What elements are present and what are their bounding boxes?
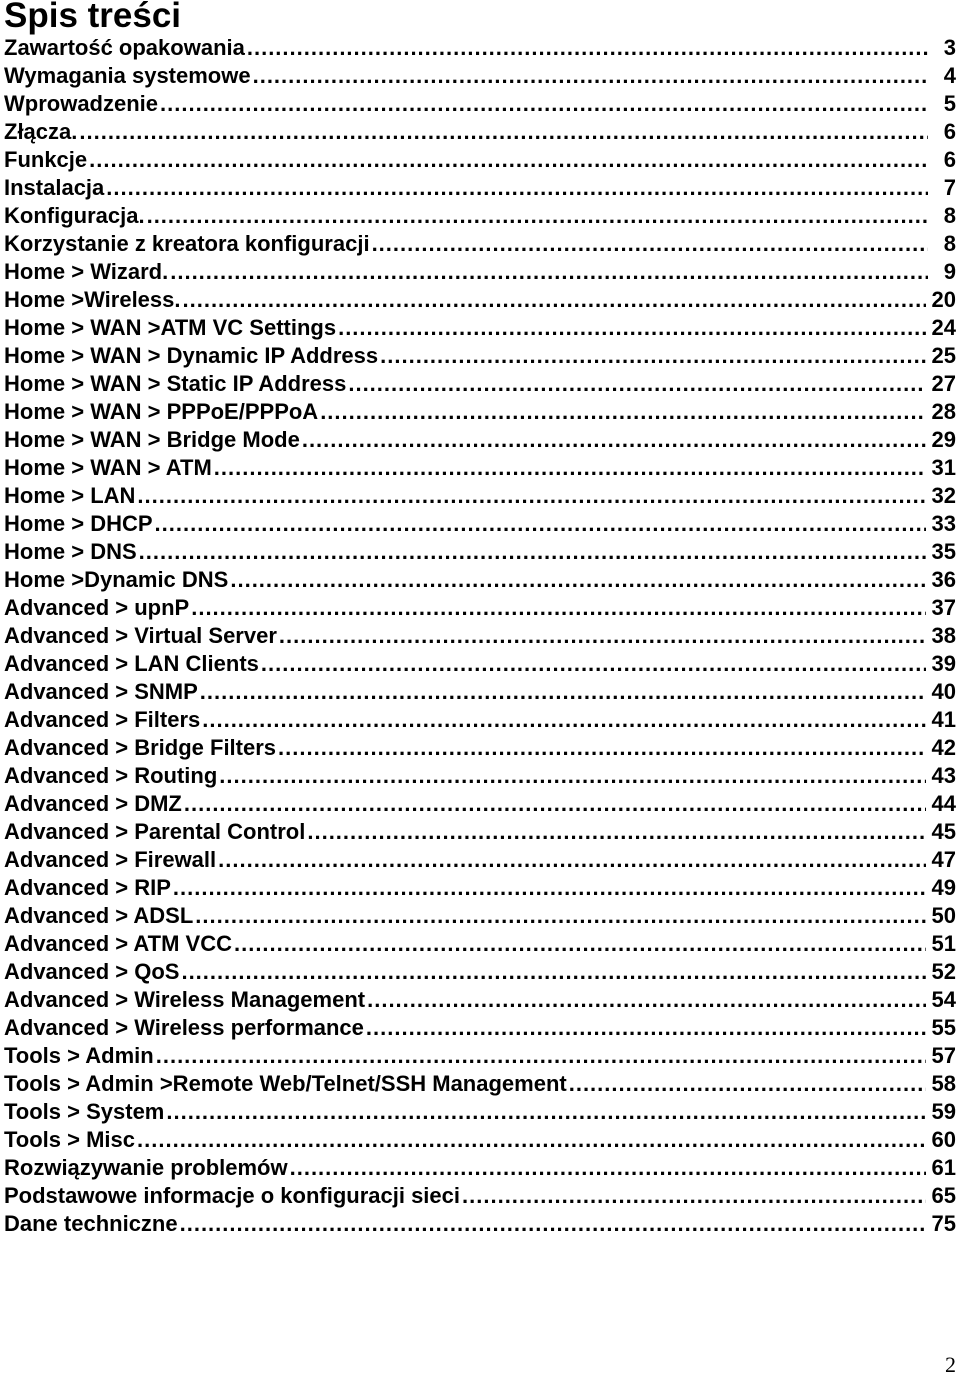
toc-entry-page: 27	[931, 371, 956, 396]
toc-entry-label: Korzystanie z kreatora konfiguracji	[4, 231, 370, 256]
toc-entry-label: Tools > Admin >Remote Web/Telnet/SSH Management	[4, 1071, 567, 1096]
toc-entry-label: Wymagania systemowe	[4, 63, 251, 88]
toc-dot-leader	[253, 62, 928, 90]
toc-entry-page: 31	[931, 455, 956, 480]
toc-entry-label: Advanced > QoS	[4, 959, 180, 984]
toc-entry[interactable]	[4, 902, 956, 930]
toc-dot-leader	[219, 762, 925, 790]
toc-entry-page: 39	[931, 651, 956, 676]
toc-dot-leader	[302, 426, 926, 454]
toc-entry-page: 20	[931, 287, 956, 312]
toc-dot-leader	[367, 986, 925, 1014]
toc-entry-page: 5	[943, 91, 956, 116]
toc-entry[interactable]	[4, 1210, 956, 1238]
toc-entry-label: Advanced > ADSL	[4, 903, 194, 928]
toc-entry[interactable]	[4, 146, 956, 174]
toc-dot-leader	[307, 818, 925, 846]
toc-entry-label: Home > DNS	[4, 539, 137, 564]
toc-dot-leader	[166, 1098, 925, 1126]
toc-entry[interactable]	[4, 426, 956, 454]
toc-entry[interactable]	[4, 342, 956, 370]
toc-entry[interactable]	[4, 118, 956, 146]
toc-list	[4, 34, 956, 1238]
toc-entry[interactable]	[4, 622, 956, 650]
toc-entry-label: Funkcje	[4, 147, 88, 172]
toc-entry-label: Zawartość opakowania	[4, 35, 245, 60]
toc-entry[interactable]	[4, 1014, 956, 1042]
toc-entry[interactable]	[4, 34, 956, 62]
toc-entry[interactable]	[4, 874, 956, 902]
toc-dot-leader	[366, 1014, 926, 1042]
toc-dot-leader	[278, 734, 925, 762]
toc-dot-leader	[147, 202, 928, 230]
toc-dot-leader	[290, 1154, 926, 1182]
toc-entry-page: 3	[943, 35, 956, 60]
toc-entry[interactable]	[4, 1182, 956, 1210]
toc-entry-label: Wprowadzenie	[4, 91, 159, 116]
toc-entry-label: Home > Wizard.	[4, 259, 169, 284]
toc-dot-leader	[137, 482, 925, 510]
toc-dot-leader	[200, 678, 926, 706]
toc-entry-page: 51	[931, 931, 956, 956]
toc-entry-label: Advanced > RIP	[4, 875, 171, 900]
toc-dot-leader	[183, 286, 926, 314]
toc-entry-label: Tools > System	[4, 1099, 165, 1124]
toc-dot-leader	[156, 1042, 926, 1070]
toc-entry-label: Advanced > ATM VCC	[4, 931, 232, 956]
toc-entry[interactable]	[4, 818, 956, 846]
toc-entry-label: Tools > Misc	[4, 1127, 136, 1152]
toc-entry[interactable]	[4, 538, 956, 566]
toc-entry-page: 54	[931, 987, 956, 1012]
toc-entry-page: 45	[931, 819, 956, 844]
toc-entry[interactable]	[4, 790, 956, 818]
toc-dot-leader	[79, 118, 928, 146]
toc-dot-leader	[348, 370, 925, 398]
toc-entry[interactable]	[4, 958, 956, 986]
toc-entry[interactable]	[4, 370, 956, 398]
toc-dot-leader	[137, 1126, 926, 1154]
toc-entry-page: 35	[931, 539, 956, 564]
toc-entry[interactable]	[4, 678, 956, 706]
toc-entry[interactable]	[4, 174, 956, 202]
toc-entry[interactable]	[4, 230, 956, 258]
toc-dot-leader	[173, 874, 926, 902]
toc-entry[interactable]	[4, 986, 956, 1014]
toc-entry-page: 28	[931, 399, 956, 424]
toc-entry[interactable]	[4, 594, 956, 622]
toc-entry-label: Advanced > LAN Clients	[4, 651, 259, 676]
toc-entry-page: 8	[943, 203, 956, 228]
toc-entry-label: Advanced > Routing	[4, 763, 218, 788]
toc-entry-page: 33	[931, 511, 956, 536]
toc-entry-label: Złącza.	[4, 119, 78, 144]
toc-entry-label: Home > WAN > ATM	[4, 455, 212, 480]
page-number: 2	[945, 1352, 956, 1377]
toc-entry-page: 52	[931, 959, 956, 984]
toc-entry[interactable]	[4, 286, 956, 314]
toc-dot-leader	[155, 510, 926, 538]
toc-dot-leader	[279, 622, 926, 650]
toc-dot-leader	[214, 454, 926, 482]
toc-entry[interactable]	[4, 930, 956, 958]
toc-entry-label: Advanced > upnP	[4, 595, 190, 620]
toc-entry-page: 4	[943, 63, 956, 88]
toc-entry-label: Home > WAN > PPPoE/PPPoA	[4, 399, 319, 424]
toc-entry-label: Advanced > Wireless performance	[4, 1015, 364, 1040]
toc-entry-label: Tools > Admin	[4, 1043, 154, 1068]
toc-entry-label: Home > WAN >ATM VC Settings	[4, 315, 337, 340]
toc-dot-leader	[218, 846, 925, 874]
toc-entry-label: Instalacja	[4, 175, 105, 200]
toc-entry[interactable]	[4, 1042, 956, 1070]
toc-entry-page: 49	[931, 875, 956, 900]
toc-dot-leader	[106, 174, 928, 202]
toc-entry-page: 36	[931, 567, 956, 592]
toc-entry[interactable]	[4, 650, 956, 678]
toc-entry-label: Advanced > Wireless Management	[4, 987, 366, 1012]
toc-entry-label: Advanced > Firewall	[4, 847, 217, 872]
toc-dot-leader	[338, 314, 925, 342]
toc-dot-leader	[184, 790, 926, 818]
toc-entry-page: 42	[931, 735, 956, 760]
toc-dot-leader	[89, 146, 928, 174]
toc-entry-page: 7	[943, 175, 956, 200]
toc-dot-leader	[191, 594, 925, 622]
toc-entry[interactable]	[4, 1154, 956, 1182]
toc-entry-page: 61	[931, 1155, 956, 1180]
toc-entry-page: 29	[931, 427, 956, 452]
toc-dot-leader	[170, 258, 928, 286]
toc-entry[interactable]	[4, 846, 956, 874]
toc-entry-label: Advanced > Parental Control	[4, 819, 306, 844]
toc-entry-page: 55	[931, 1015, 956, 1040]
toc-entry-label: Advanced > DMZ	[4, 791, 182, 816]
toc-entry-page: 8	[943, 231, 956, 256]
toc-entry-label: Rozwiązywanie problemów	[4, 1155, 288, 1180]
toc-dot-leader	[462, 1182, 926, 1210]
toc-entry-label: Home > WAN > Static IP Address	[4, 371, 347, 396]
toc-entry-page: 65	[931, 1183, 956, 1208]
toc-entry-page: 24	[931, 315, 956, 340]
toc-entry-label: Konfiguracja.	[4, 203, 145, 228]
toc-entry[interactable]	[4, 398, 956, 426]
toc-entry-page: 58	[931, 1071, 956, 1096]
toc-entry-page: 32	[931, 483, 956, 508]
toc-dot-leader	[180, 1210, 926, 1238]
toc-dot-leader	[195, 902, 925, 930]
toc-entry-page: 60	[931, 1127, 956, 1152]
toc-entry-label: Home >Wireless.	[4, 287, 181, 312]
toc-entry-page: 25	[931, 343, 956, 368]
toc-entry[interactable]	[4, 314, 956, 342]
toc-entry[interactable]	[4, 734, 956, 762]
toc-entry[interactable]	[4, 202, 956, 230]
toc-entry-page: 43	[931, 763, 956, 788]
toc-entry-page: 57	[931, 1043, 956, 1068]
toc-entry-label: Advanced > Filters	[4, 707, 201, 732]
toc-dot-leader	[139, 538, 926, 566]
toc-entry-page: 41	[931, 707, 956, 732]
toc-dot-leader	[160, 90, 928, 118]
toc-entry-page: 6	[943, 119, 956, 144]
toc-entry-label: Dane techniczne	[4, 1211, 178, 1236]
toc-entry[interactable]	[4, 1126, 956, 1154]
toc-entry-label: Home >Dynamic DNS	[4, 567, 229, 592]
toc-dot-leader	[569, 1070, 926, 1098]
toc-entry-page: 38	[931, 623, 956, 648]
toc-dot-leader	[230, 566, 925, 594]
toc-entry-label: Home > LAN	[4, 483, 136, 508]
toc-entry-page: 37	[931, 595, 956, 620]
toc-entry-page: 44	[931, 791, 956, 816]
toc-dot-leader	[202, 706, 925, 734]
toc-entry[interactable]	[4, 90, 956, 118]
toc-entry[interactable]	[4, 566, 956, 594]
toc-entry-page: 59	[931, 1099, 956, 1124]
toc-title: Spis treści	[4, 0, 182, 35]
toc-dot-leader	[380, 342, 925, 370]
toc-entry[interactable]	[4, 62, 956, 90]
toc-entry[interactable]	[4, 482, 956, 510]
toc-entry-page: 47	[931, 847, 956, 872]
toc-dot-leader	[261, 650, 926, 678]
toc-entry[interactable]	[4, 1070, 956, 1098]
toc-dot-leader	[181, 958, 925, 986]
toc-entry-label: Home > DHCP	[4, 511, 153, 536]
toc-entry-label: Advanced > SNMP	[4, 679, 198, 704]
toc-entry-page: 40	[931, 679, 956, 704]
toc-entry[interactable]	[4, 454, 956, 482]
toc-dot-leader	[247, 34, 928, 62]
toc-entry-page: 6	[943, 147, 956, 172]
toc-entry[interactable]	[4, 762, 956, 790]
toc-entry[interactable]	[4, 1098, 956, 1126]
toc-dot-leader	[320, 398, 925, 426]
toc-entry-label: Advanced > Bridge Filters	[4, 735, 277, 760]
toc-dot-leader	[372, 230, 928, 258]
toc-entry-page: 50	[931, 903, 956, 928]
toc-dot-leader	[234, 930, 926, 958]
toc-entry[interactable]	[4, 258, 956, 286]
toc-entry-label: Home > WAN > Dynamic IP Address	[4, 343, 379, 368]
toc-entry-label: Podstawowe informacje o konfiguracji sieci	[4, 1183, 461, 1208]
toc-entry-page: 9	[943, 259, 956, 284]
toc-entry-page: 75	[931, 1211, 956, 1236]
toc-entry-label: Home > WAN > Bridge Mode	[4, 427, 300, 452]
toc-entry-label: Advanced > Virtual Server	[4, 623, 277, 648]
toc-entry[interactable]	[4, 706, 956, 734]
toc-entry[interactable]	[4, 510, 956, 538]
